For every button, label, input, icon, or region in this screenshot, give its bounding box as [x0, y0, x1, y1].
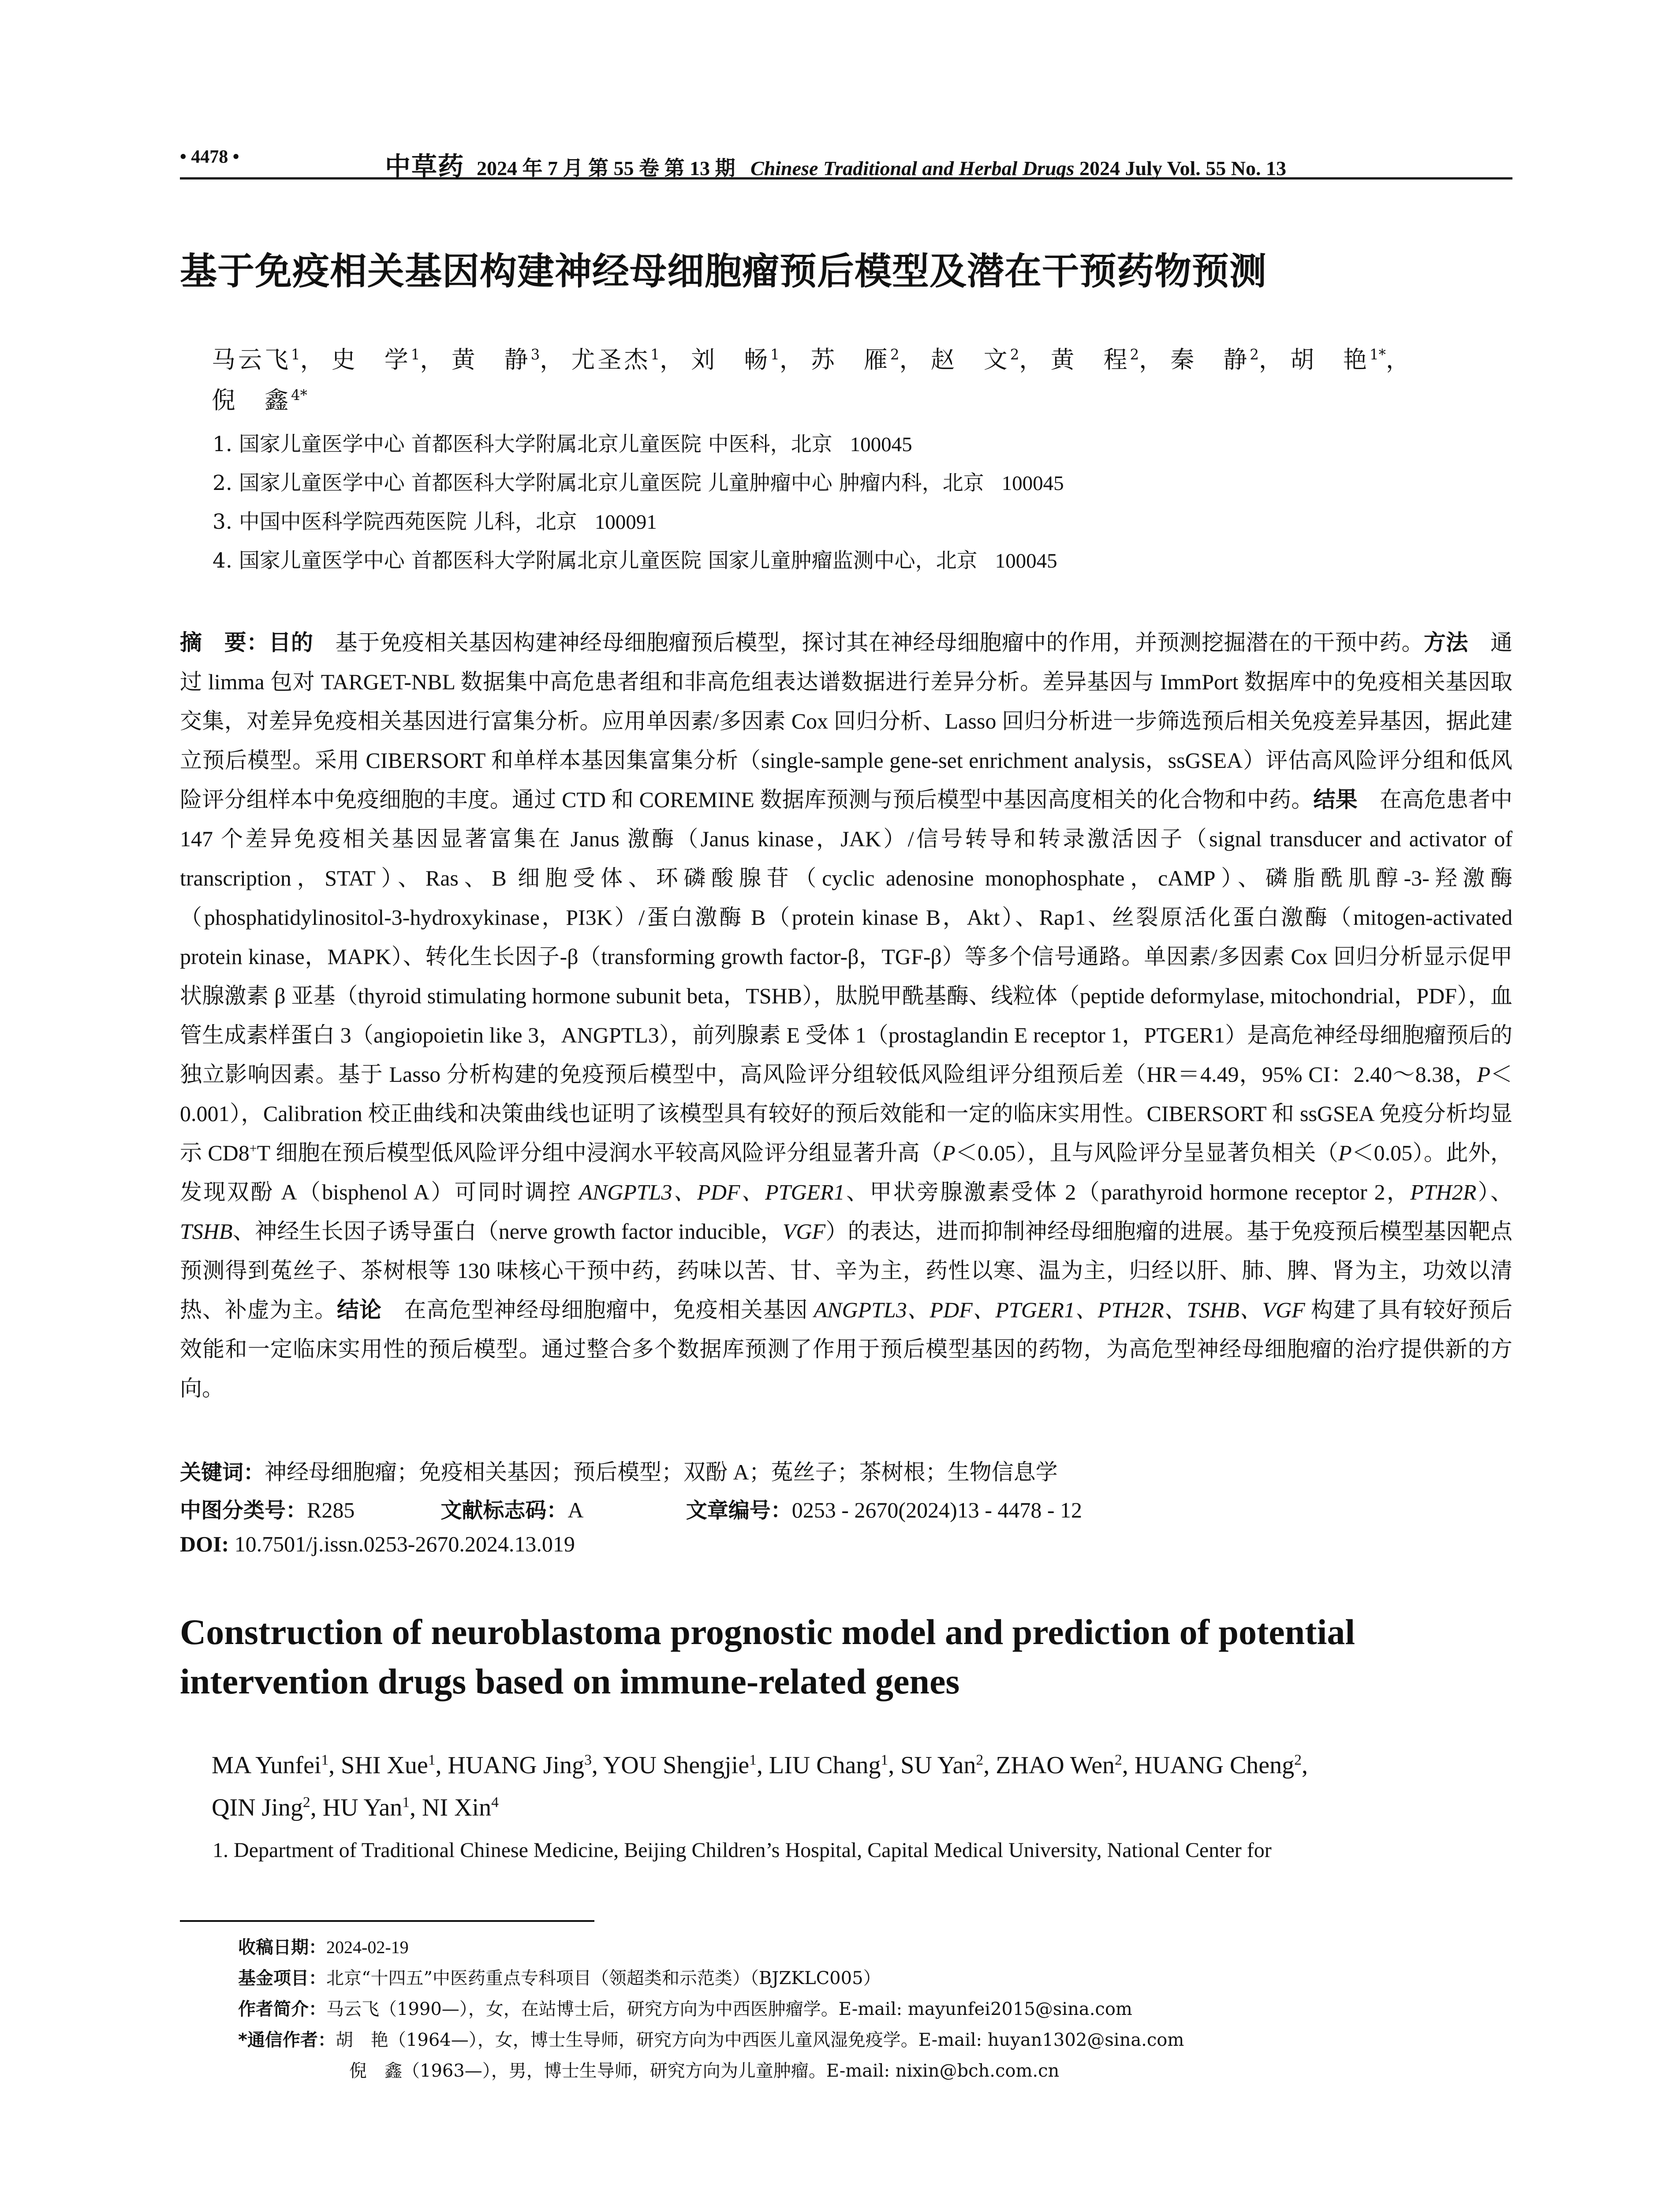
conclusion-label: 结论 [337, 1297, 382, 1323]
keywords: 关键词：神经母细胞瘤；免疫相关基因；预后模型；双酚 A；菟丝子；茶树根；生物信息学 [180, 1460, 1058, 1485]
footnote-corresponding-2: 倪 鑫（1963—），男，博士生导师，研究方向为儿童肿瘤。E-mail: nixin@bch.com.cn [349, 2061, 1060, 2081]
author-en: HUANG Jing [448, 1752, 585, 1779]
author-cn: 刘 畅 [691, 346, 771, 374]
affiliation-cn: 4. 国家儿童医学中心 首都医科大学附属北京儿童医院 国家儿童肿瘤监测中心，北京 100045 [213, 549, 1057, 573]
issue-cn: 2024 年 7 月 第 55 卷 第 13 期 [477, 157, 735, 179]
author-en: YOU Shengjie [603, 1752, 750, 1779]
author-cn: 秦 静 [1170, 346, 1250, 374]
author-cn: 赵 文 [930, 346, 1010, 374]
author-en: MA Yunfei [212, 1752, 321, 1779]
author-en: ZHAO Wen [996, 1752, 1115, 1779]
author-list-cn: 马云飞$^1$， 史 学$^1$， 黄 静$^3$， 尤圣杰$^1$， 刘 畅$^1$， 苏 雁$^2$， 赵 文$^2$， 黄 程$^2$， 秦 静$^2$， 胡 艳$^{1*}$， 倪 鑫$^{4*}$ [212, 346, 1410, 414]
doi-link[interactable]: 10.7501/j.issn.0253-2670.2024.13.019 [234, 1532, 575, 1556]
footnote-author-bio: 作者简介：马云飞（1990—），女，在站博士后，研究方向为中西医肿瘤学。E-mail: mayunfei2015@sina.com [238, 1999, 1132, 2019]
author-cn: 马云飞 [212, 346, 291, 374]
author-cn: 苏 雁 [810, 346, 890, 374]
author-list-en: MA Yunfei$^1$, SHI Xue$^1$, HUANG Jing$^3$, YOU Shengjie$^1$, LIU Chang$^1$, SU Yan$^2$, ZHAO Wen$^2$, HUANG Cheng$^2$, QIN Jing$^2$, HU Yan$^1$, NI Xin$^4$ [212, 1752, 1308, 1821]
author-en: NI Xin [422, 1794, 492, 1821]
author-cn: 尤圣杰 [571, 346, 651, 374]
footnote-divider [180, 1920, 594, 1922]
author-cn: 史 学 [331, 346, 411, 374]
issue-en: 2024 July Vol. 55 No. 13 [1079, 157, 1286, 179]
author-cn: 倪 鑫 [212, 386, 291, 414]
affiliation-en: 1. Department of Traditional Chinese Medicine, Beijing Children’s Hospital, Capital Medical University, National Center for [213, 1839, 1272, 1862]
objective-text: 基于免疫相关基因构建神经母细胞瘤预后模型，探讨其在神经母细胞瘤中的作用，并预测挖掘潜在的干预中药。 [335, 630, 1424, 655]
author-en: SHI Xue [341, 1752, 428, 1779]
affiliation-cn: 2. 国家儿童医学中心 首都医科大学附属北京儿童医院 儿童肿瘤中心 肿瘤内科，北京 100045 [213, 471, 1064, 495]
methods-text: 通过 limma 包对 TARGET-NBL 数据集中高危患者组和非高危组表达谱数据进行差异分析。差异基因与 ImmPort 数据库中的免疫相关基因取交集，对差异免疫相关基因进行富集分析。应用单因素/多因素 Cox 回归分析、Lasso 回归分析进一步筛选预后相关免疫差异基因，据此建立预后模型。采用 CIBERSORT 和单样本基因集富集分析（single-sample gene-set enrichment analysis，ssGSEA）评估高风险评分组和低风险评分组样本中免疫细胞的丰度。通过 CTD 和 COREMINE 数据库预测与预后模型中基因高度相关的化合物和中药。 [180, 630, 1513, 812]
methods-label: 方法 [1423, 630, 1468, 655]
classification-line: 中图分类号：R285 文献标志码：A 文章编号：0253 - 2670(2024)13 - 4478 - 12 [180, 1498, 1083, 1523]
abstract-label: 摘 要： [180, 630, 269, 655]
footnote-corresponding: *通信作者：胡 艳（1964—），女，博士生导师，研究方向为中西医儿童风湿免疫学。E-mail: huyan1302@sina.com [238, 2030, 1184, 2050]
journal-logo: 中草药 [385, 152, 465, 181]
author-cn: 黄 程 [1050, 346, 1130, 374]
page-number: • 4478 • [180, 147, 239, 167]
journal-name-en: Chinese Traditional and Herbal Drugs [750, 157, 1075, 179]
author-en: QIN Jing [212, 1794, 303, 1821]
article-title-en: Construction of neuroblastoma prognostic model and prediction of potential intervention drugs based on immune-related genes [180, 1612, 1355, 1701]
author-cn: 黄 静 [451, 346, 531, 374]
affiliation-cn: 3. 中国中医科学院西苑医院 儿科，北京 100091 [213, 510, 657, 534]
author-en: HUANG Cheng [1134, 1752, 1295, 1779]
doi-line: DOI: 10.7501/j.issn.0253-2670.2024.13.019 [180, 1532, 575, 1556]
article-title-cn: 基于免疫相关基因构建神经母细胞瘤预后模型及潜在干预药物预测 [180, 250, 1267, 293]
journal-line [385, 146, 1286, 183]
running-header [180, 140, 1512, 179]
author-en: SU Yan [900, 1752, 976, 1779]
footnote-received: 收稿日期：2024-02-19 [238, 1937, 409, 1958]
footnote-fund: 基金项目：北京“十四五”中医药重点专科项目（领超类和示范类）（BJZKLC005） [238, 1968, 881, 1988]
objective-label: 目的 [269, 630, 314, 655]
affiliation-cn: 1. 国家儿童医学中心 首都医科大学附属北京儿童医院 中医科，北京 100045 [213, 432, 912, 456]
results-label: 结果 [1313, 787, 1358, 812]
author-cn: 胡 艳 [1290, 346, 1370, 374]
abstract-cn: 摘 要：目的 基于免疫相关基因构建神经母细胞瘤预后模型，探讨其在神经母细胞瘤中的作用，并预测挖掘潜在的干预中药。方法 通过 limma 包对 TARGET-NBL 数据集中高危患者组和非高危组表达谱数据进行差异分析。差异基因与 ImmPort 数据库中的免疫相关基因取交集，对差异免疫相关基因进行富集分析。应用单因素/多因素 Cox 回归分析、Lasso 回归分析进一步筛选预后相关免疫差异基因，据此建立预后模型。采用 CIBERSORT 和单样本基因集富集分析（single-sample gene-set enrichment analysis，ssGSEA）评估高风险评分组和低风险评分组样本中免疫细胞的丰度。通过 CTD 和 COREMINE 数据库预测与预后模型中基因高度相关的化合物和中药。结果 在高危患者中 147 个差异免疫相关基因显著富集在 Janus 激酶（Janus kinase，JAK）/信号转导和转录激活因子（signal transducer and activator of transcription，STAT）、Ras、B 细胞受体、环磷酸腺苷（cyclic adenosine monophosphate，cAMP）、磷脂酰肌醇-3-羟激酶（phosphatidylinositol-3-hydroxykinase，PI3K）/蛋白激酶 B（protein kinase B，Akt）、Rap1、丝裂原活化蛋白激酶（mitogen-activated protein kinase，MAPK）、转化生长因子-β（transforming growth factor-β，TGF-β）等多个信号通路。单因素/多因素 Cox 回归分析显示促甲状腺激素 β 亚基（thyroid stimulating hormone subunit beta，TSHB），肽脱甲酰基酶、线粒体（peptide deformylase, mitochondrial，PDF），血管生成素样蛋白 3（angiopoietin like 3，ANGPTL3），前列腺素 E 受体 1（prostaglandin E receptor 1，PTGER1）是高危神经母细胞瘤预后的独立影响因素。基于 Lasso 分析构建的免疫预后模型中，高风险评分组较低风险组评分组预后差（HR＝4.49，95% CI：2.40～8.38，P＜0.001），Calibration 校正曲线和决策曲线也证明了该模型具有较好的预后效能和一定的临床实用性。CIBERSORT 和 ssGSEA 免疫分析均显示 CD8+T 细胞在预后模型低风险评分组中浸润水平较高风险评分组显著升高（P＜0.05），且与风险评分呈显著负相关（P＜0.05）。此外，发现双酚 A（bisphenol A）可同时调控 ANGPTL3、PDF、PTGER1、甲状旁腺激素受体 2（parathyroid hormone receptor 2，PTH2R）、TSHB、神经生长因子诱导蛋白（nerve growth factor inducible，VGF）的表达，进而抑制神经母细胞瘤的进展。基于免疫预后模型基因靶点预测得到菟丝子、茶树根等 130 味核心干预中药，药味以苦、甘、辛为主，药性以寒、温为主，归经以肝、肺、脾、肾为主，功效以清热、补虚为主。结论 在高危型神经母细胞瘤中，免疫相关基因 ANGPTL3、PDF、PTGER1、PTH2R、TSHB、VGF 构建了具有较好预后效能和一定临床实用性的预后模型。通过整合多个数据库预测了作用于预后模型基因的药物，为高危型神经母细胞瘤的治疗提供新的方向。 [180, 630, 1513, 1401]
author-en: LIU Chang [769, 1752, 881, 1779]
author-en: HU Yan [322, 1794, 403, 1821]
